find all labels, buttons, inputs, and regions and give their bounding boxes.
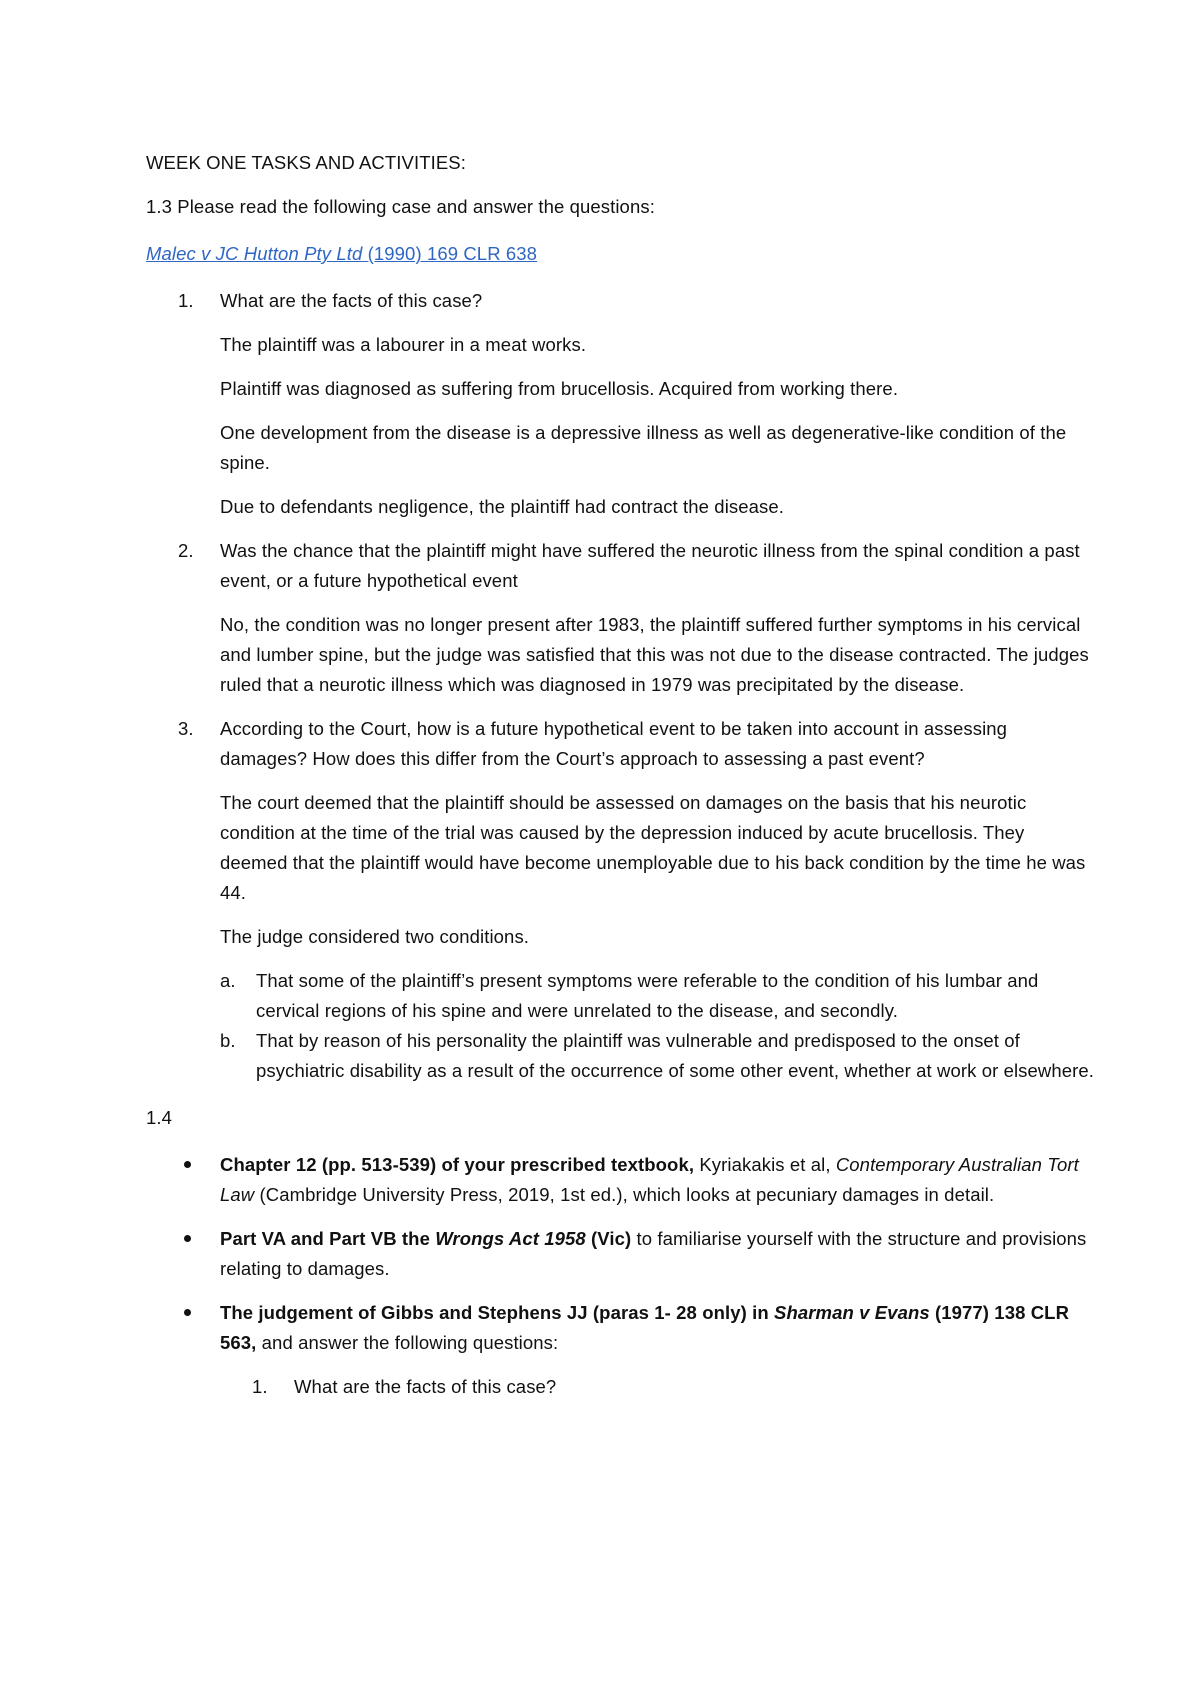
act-jurisdiction: (Vic) <box>585 1228 632 1249</box>
case-link[interactable] <box>146 243 537 264</box>
textbook-authors: Kyriakakis et al, <box>694 1154 836 1175</box>
reading-bullet-judgement <box>146 1298 1096 1358</box>
condition-a-text: That some of the plaintiff’s present symptoms were referable to the condition of his lumbar and cervical regions of his spine and were unrelated to the disease, and secondly. <box>256 970 1039 1021</box>
question-1-answer-3: One development from the disease is a depressive illness as well as degenerative-like condition of the spine. <box>220 422 1067 473</box>
question-3-number: 3. <box>178 718 194 739</box>
bullet-dot-icon <box>184 1161 191 1168</box>
textbook-chapter: Chapter 12 (pp. 513-539) of your prescribed textbook, <box>220 1154 695 1175</box>
question-1-answer-2: Plaintiff was diagnosed as suffering from brucellosis. Acquired from working there. <box>220 378 899 399</box>
question-3-text: According to the Court, how is a future hypothetical event to be taken into account in assessing damages? How does this differ from the Court’s approach to assessing a past event? <box>220 718 1008 769</box>
question-2-answer: No, the condition was no longer present after 1983, the plaintiff suffered further symptoms in his cervical and lumber spine, but the judge was satisfied that this was not due to the disease contracted. The judges ruled that a neurotic illness which was diagnosed in 1979 was precipitated by the disease. <box>220 614 1089 695</box>
condition-b-letter: b. <box>220 1030 236 1051</box>
case-link-citation: (1990) 169 CLR 638 <box>367 243 538 264</box>
question-2 <box>146 536 1096 596</box>
sub-question-1-number: 1. <box>252 1376 268 1397</box>
sub-question-1 <box>146 1372 1096 1402</box>
section-1-3-intro-text: Please read the following case and answer the questions: <box>177 196 655 217</box>
sub-question-1-text: What are the facts of this case? <box>294 1376 557 1397</box>
condition-a <box>146 966 1096 1026</box>
page-heading: WEEK ONE TASKS AND ACTIVITIES: <box>146 152 466 173</box>
judgement-details: and answer the following questions: <box>256 1332 559 1353</box>
reading-bullet-textbook <box>146 1150 1096 1210</box>
condition-a-letter: a. <box>220 970 236 991</box>
section-1-3-intro <box>146 192 1096 222</box>
judgement-citation: (1977) 138 CLR 563, <box>220 1302 1070 1353</box>
question-2-number: 2. <box>178 540 194 561</box>
section-1-3-label: 1.3 <box>146 196 173 217</box>
question-1-text: What are the facts of this case? <box>220 290 483 311</box>
question-3-answer: The court deemed that the plaintiff should be assessed on damages on the basis that his neurotic condition at the time of the trial was caused by the depression induced by acute brucellosis. They deemed that the plaintiff would have become unemployable due to his back condition by the time he was 44. <box>220 792 1086 903</box>
question-3 <box>146 714 1096 774</box>
condition-b <box>146 1026 1096 1086</box>
bullet-dot-icon <box>184 1235 191 1242</box>
case-link-line <box>146 239 1096 269</box>
judgement-case-name: Sharman v Evans <box>774 1302 930 1323</box>
question-1 <box>146 286 1096 316</box>
act-title: Wrongs Act 1958 <box>435 1228 586 1249</box>
question-1-answer-4: Due to defendants negligence, the plaintiff had contract the disease. <box>220 496 785 517</box>
bullet-dot-icon <box>184 1309 191 1316</box>
question-1-number: 1. <box>178 290 194 311</box>
textbook-title: Contemporary Australian Tort Law <box>220 1154 1079 1205</box>
document-page <box>146 148 1096 1402</box>
case-link-name: Malec v JC Hutton Pty Ltd <box>146 243 363 264</box>
section-1-4-label: 1.4 <box>146 1107 173 1128</box>
question-3-conditions-intro: The judge considered two conditions. <box>220 926 530 947</box>
judgement-lead: The judgement of Gibbs and Stephens JJ (paras 1- 28 only) in <box>220 1302 774 1323</box>
condition-b-text: That by reason of his personality the plaintiff was vulnerable and predisposed to the onset of psychiatric disability as a result of the occurrence of some other event, whether at work or elsewhere. <box>256 1030 1095 1081</box>
question-1-answer-1: The plaintiff was a labourer in a meat works. <box>220 334 587 355</box>
act-details: to familiarise yourself with the structure and provisions relating to damages. <box>220 1228 1087 1279</box>
textbook-details: (Cambridge University Press, 2019, 1st ed.), which looks at pecuniary damages in detail. <box>254 1184 995 1205</box>
question-2-text: Was the chance that the plaintiff might have suffered the neurotic illness from the spinal condition a past event, or a future hypothetical event <box>220 540 1080 591</box>
act-parts: Part VA and Part VB the <box>220 1228 436 1249</box>
reading-bullet-act <box>146 1224 1096 1284</box>
